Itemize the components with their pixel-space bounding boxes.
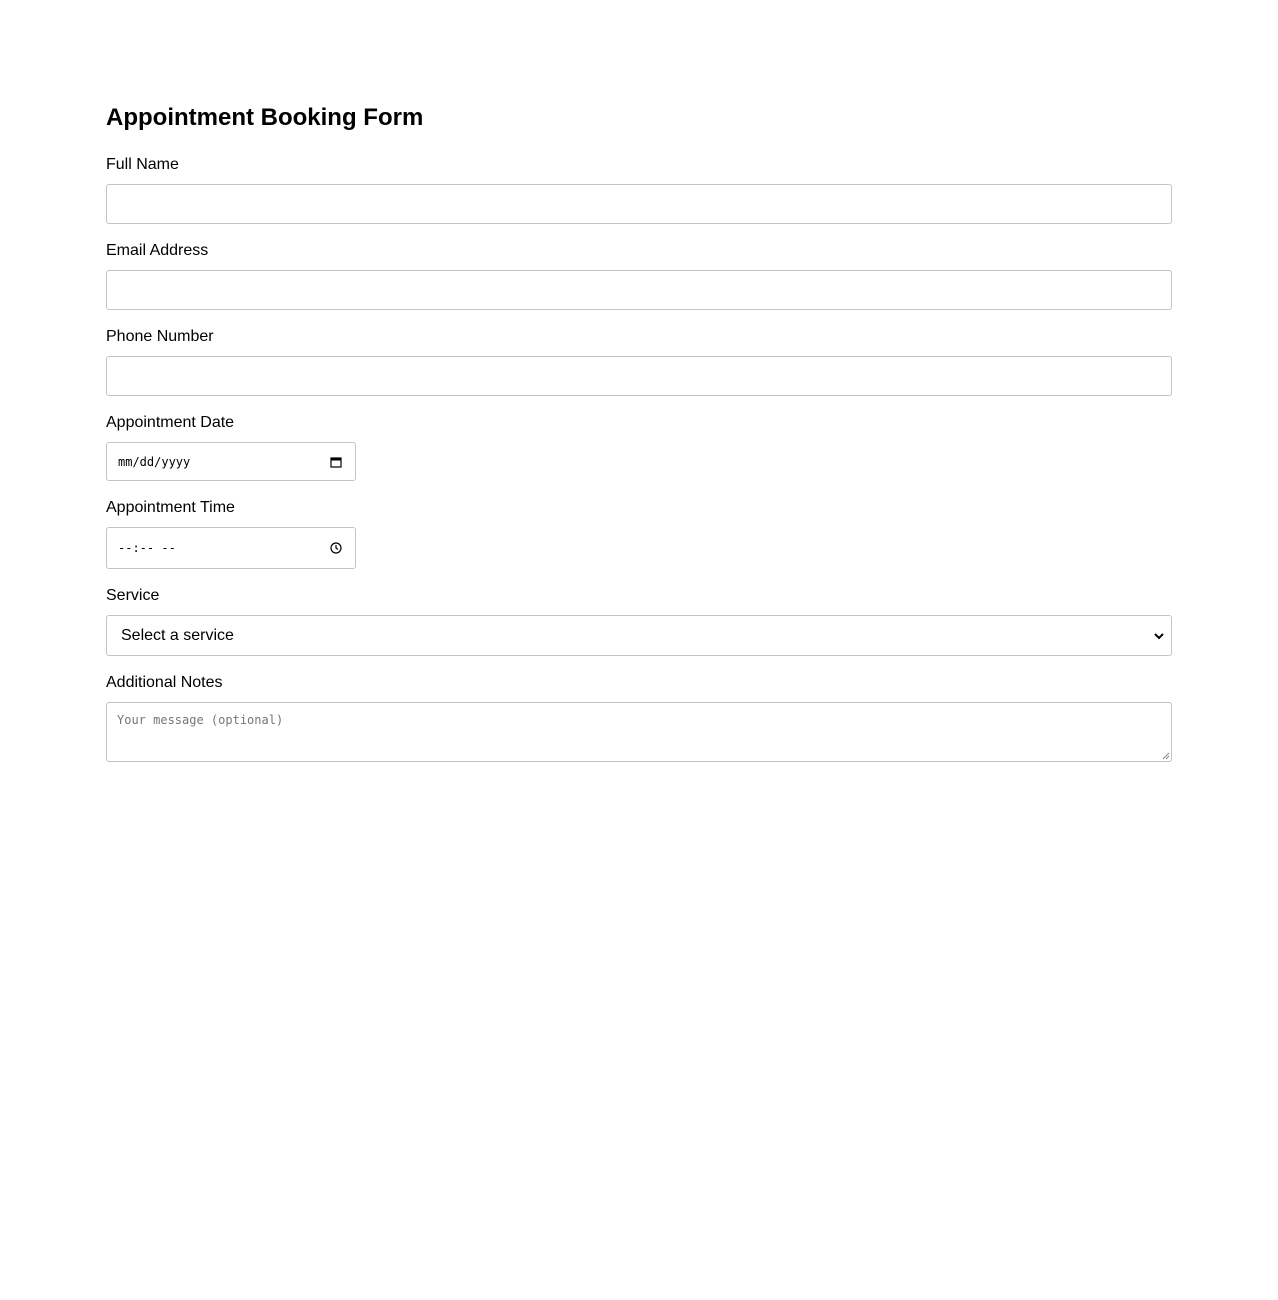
notes-textarea[interactable] bbox=[106, 702, 1172, 762]
full-name-label: Full Name bbox=[106, 156, 179, 173]
clock-icon[interactable] bbox=[330, 542, 342, 554]
phone-input[interactable] bbox=[106, 356, 1172, 396]
service-select[interactable] bbox=[106, 615, 1172, 656]
page-title: Appointment Booking Form bbox=[106, 104, 424, 131]
email-input[interactable] bbox=[106, 270, 1172, 310]
calendar-icon[interactable] bbox=[330, 456, 342, 468]
service-label: Service bbox=[106, 587, 160, 604]
appointment-time-label: Appointment Time bbox=[106, 499, 235, 516]
notes-placeholder: Your message (optional) bbox=[117, 713, 284, 727]
appointment-time-input[interactable] bbox=[106, 527, 356, 569]
full-name-input[interactable] bbox=[106, 184, 1172, 224]
appointment-date-input[interactable] bbox=[106, 442, 356, 481]
notes-label: Additional Notes bbox=[106, 674, 223, 691]
date-placeholder: mm/dd/yyyy bbox=[118, 454, 191, 469]
chevron-down-icon bbox=[1153, 630, 1165, 642]
email-label: Email Address bbox=[106, 242, 209, 259]
appointment-date-label: Appointment Date bbox=[106, 414, 235, 431]
resize-handle-icon[interactable] bbox=[1162, 752, 1170, 760]
phone-label: Phone Number bbox=[106, 328, 214, 345]
service-selected-value: Select a service bbox=[121, 626, 234, 644]
time-placeholder: --:-- -- bbox=[118, 541, 176, 555]
